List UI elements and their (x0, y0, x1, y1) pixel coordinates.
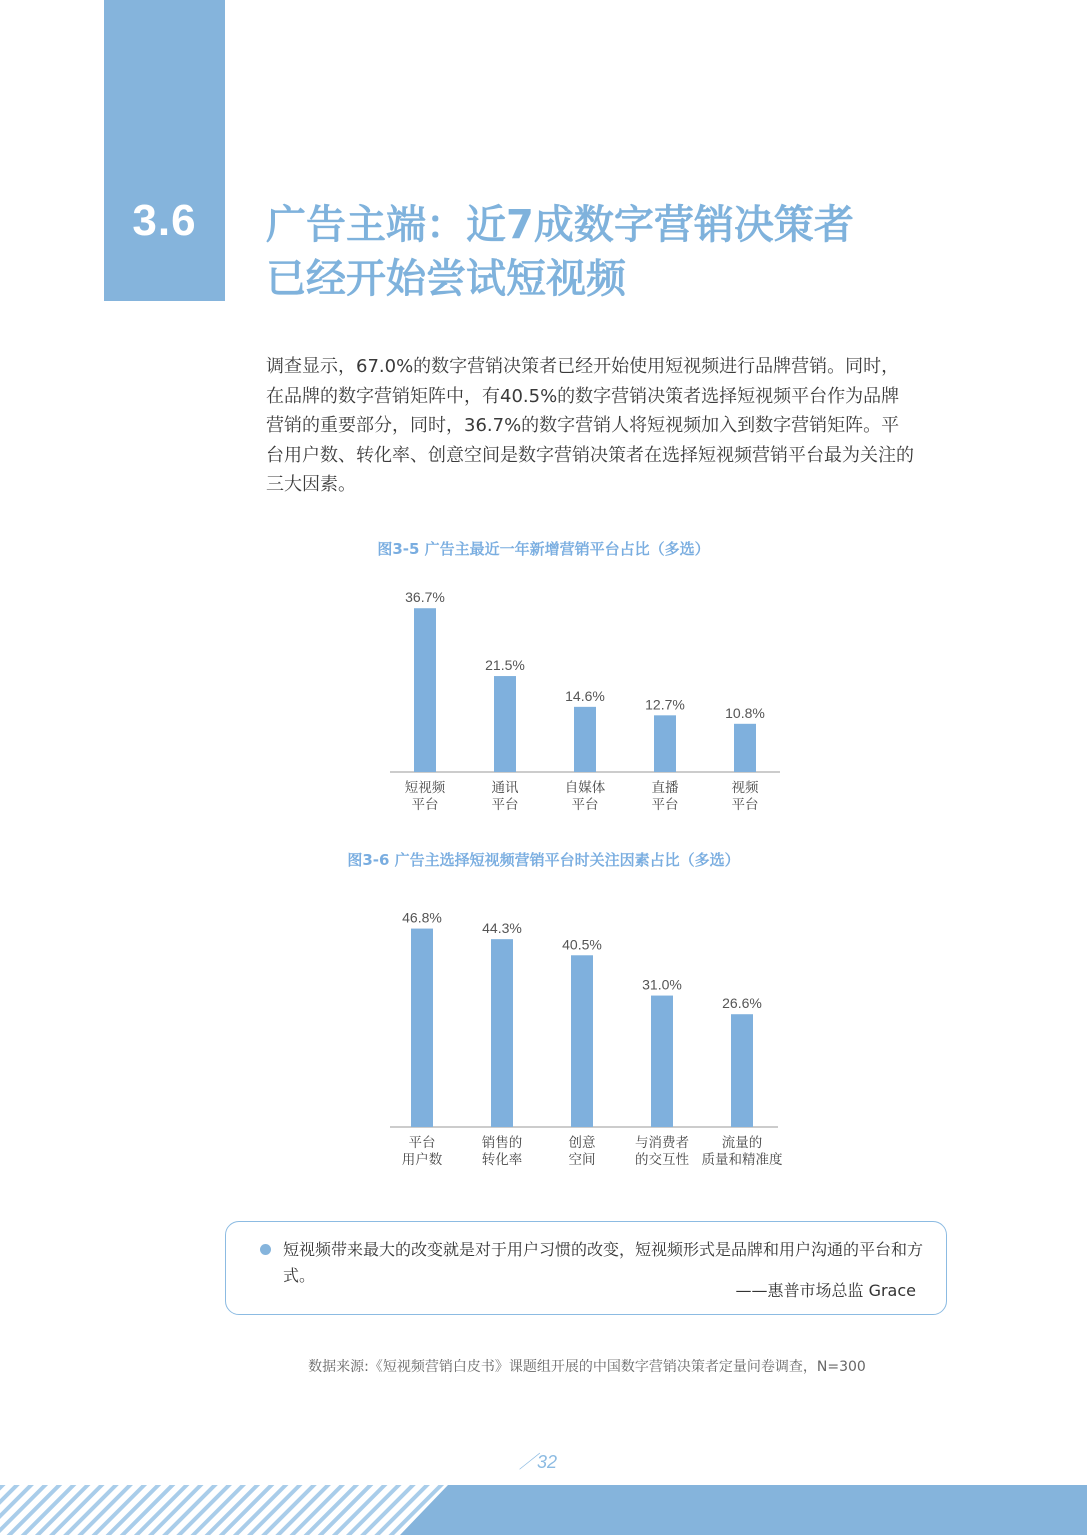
category-label: 平台 (571, 797, 599, 813)
data-label: 31.0% (642, 976, 682, 993)
data-label: 44.3% (482, 920, 522, 937)
page-number-value: 32 (537, 1452, 558, 1472)
intro-paragraph: 调查显示，67.0%的数字营销决策者已经开始使用短视频进行品牌营销。同时，在品牌的数字营销矩阵中，有40.5%的数字营销决策者选择短视频平台作为品牌营销的重要部分，同时，36.7%的数字营销人将短视频加入到数字营销矩阵。平台用户数、转化率、创意空间是数字营销决策者在选择短视频营销平台最为关注的三大因素。 (266, 356, 914, 495)
data-label: 40.5% (562, 936, 602, 953)
category-label: 直播 (651, 780, 679, 796)
category-label: 与消费者 (635, 1135, 689, 1151)
section-title-line1: 广告主端：近7成数字营销决策者 (266, 202, 854, 248)
bar (731, 1014, 753, 1127)
category-label: 通讯 (491, 780, 519, 796)
footer-band (0, 1485, 1087, 1535)
data-source: 数据来源:《短视频营销白皮书》课题组开展的中国数字营销决策者定量问卷调查，N=300 (308, 1359, 866, 1375)
category-label: 空间 (568, 1152, 596, 1168)
data-label: 12.7% (645, 696, 685, 713)
page-slash: ／ (519, 1452, 537, 1472)
section-number: 3.6 (132, 196, 197, 245)
category-label: 自媒体 (564, 780, 606, 796)
bar (574, 707, 596, 772)
chart1-platform-share (0, 580, 1087, 820)
chart2-factor-share (0, 900, 1087, 1180)
chart1-title: 图3-5 广告主最近一年新增营销平台占比（多选） (377, 540, 710, 558)
data-label: 21.5% (485, 657, 525, 674)
data-label: 36.7% (405, 589, 445, 606)
quote-text: 短视频带来最大的改变就是对于用户习惯的改变，短视频形式是品牌和用户沟通的平台和方式。 (283, 1240, 924, 1285)
data-label: 26.6% (722, 995, 762, 1012)
category-label: 质量和精准度 (701, 1152, 783, 1168)
category-label: 平台 (731, 797, 759, 813)
chart2-title: 图3-6 广告主选择短视频营销平台时关注因素占比（多选） (347, 851, 740, 869)
bar (491, 939, 513, 1127)
category-label: 平台 (651, 797, 679, 813)
bar (414, 608, 436, 772)
data-label: 14.6% (565, 687, 605, 704)
bar (651, 996, 673, 1127)
category-label: 转化率 (481, 1152, 523, 1168)
category-label: 创意 (568, 1135, 596, 1151)
category-label: 平台 (411, 797, 439, 813)
data-label: 46.8% (402, 909, 442, 926)
data-label: 10.8% (725, 704, 765, 721)
category-label: 销售的 (481, 1135, 523, 1151)
category-label: 平台 (408, 1135, 436, 1151)
page-number (519, 1448, 557, 1474)
quote-box (225, 1221, 947, 1315)
category-label: 流量的 (721, 1135, 763, 1151)
category-label: 平台 (491, 797, 519, 813)
bar (411, 929, 433, 1127)
category-label: 用户数 (401, 1152, 443, 1168)
bar (654, 715, 676, 772)
section-title-line2: 已经开始尝试短视频 (266, 256, 626, 302)
category-label: 视频 (731, 780, 759, 796)
section-title (266, 198, 966, 306)
bar (734, 724, 756, 772)
section-tab (104, 0, 225, 301)
category-label: 的交互性 (635, 1152, 689, 1168)
bar (494, 676, 516, 772)
quote-author: ——惠普市场总监 Grace (735, 1281, 916, 1300)
bullet-dot-icon (260, 1244, 271, 1255)
bar (571, 955, 593, 1127)
footer-solid (400, 1485, 1087, 1535)
category-label: 短视频 (404, 780, 446, 796)
